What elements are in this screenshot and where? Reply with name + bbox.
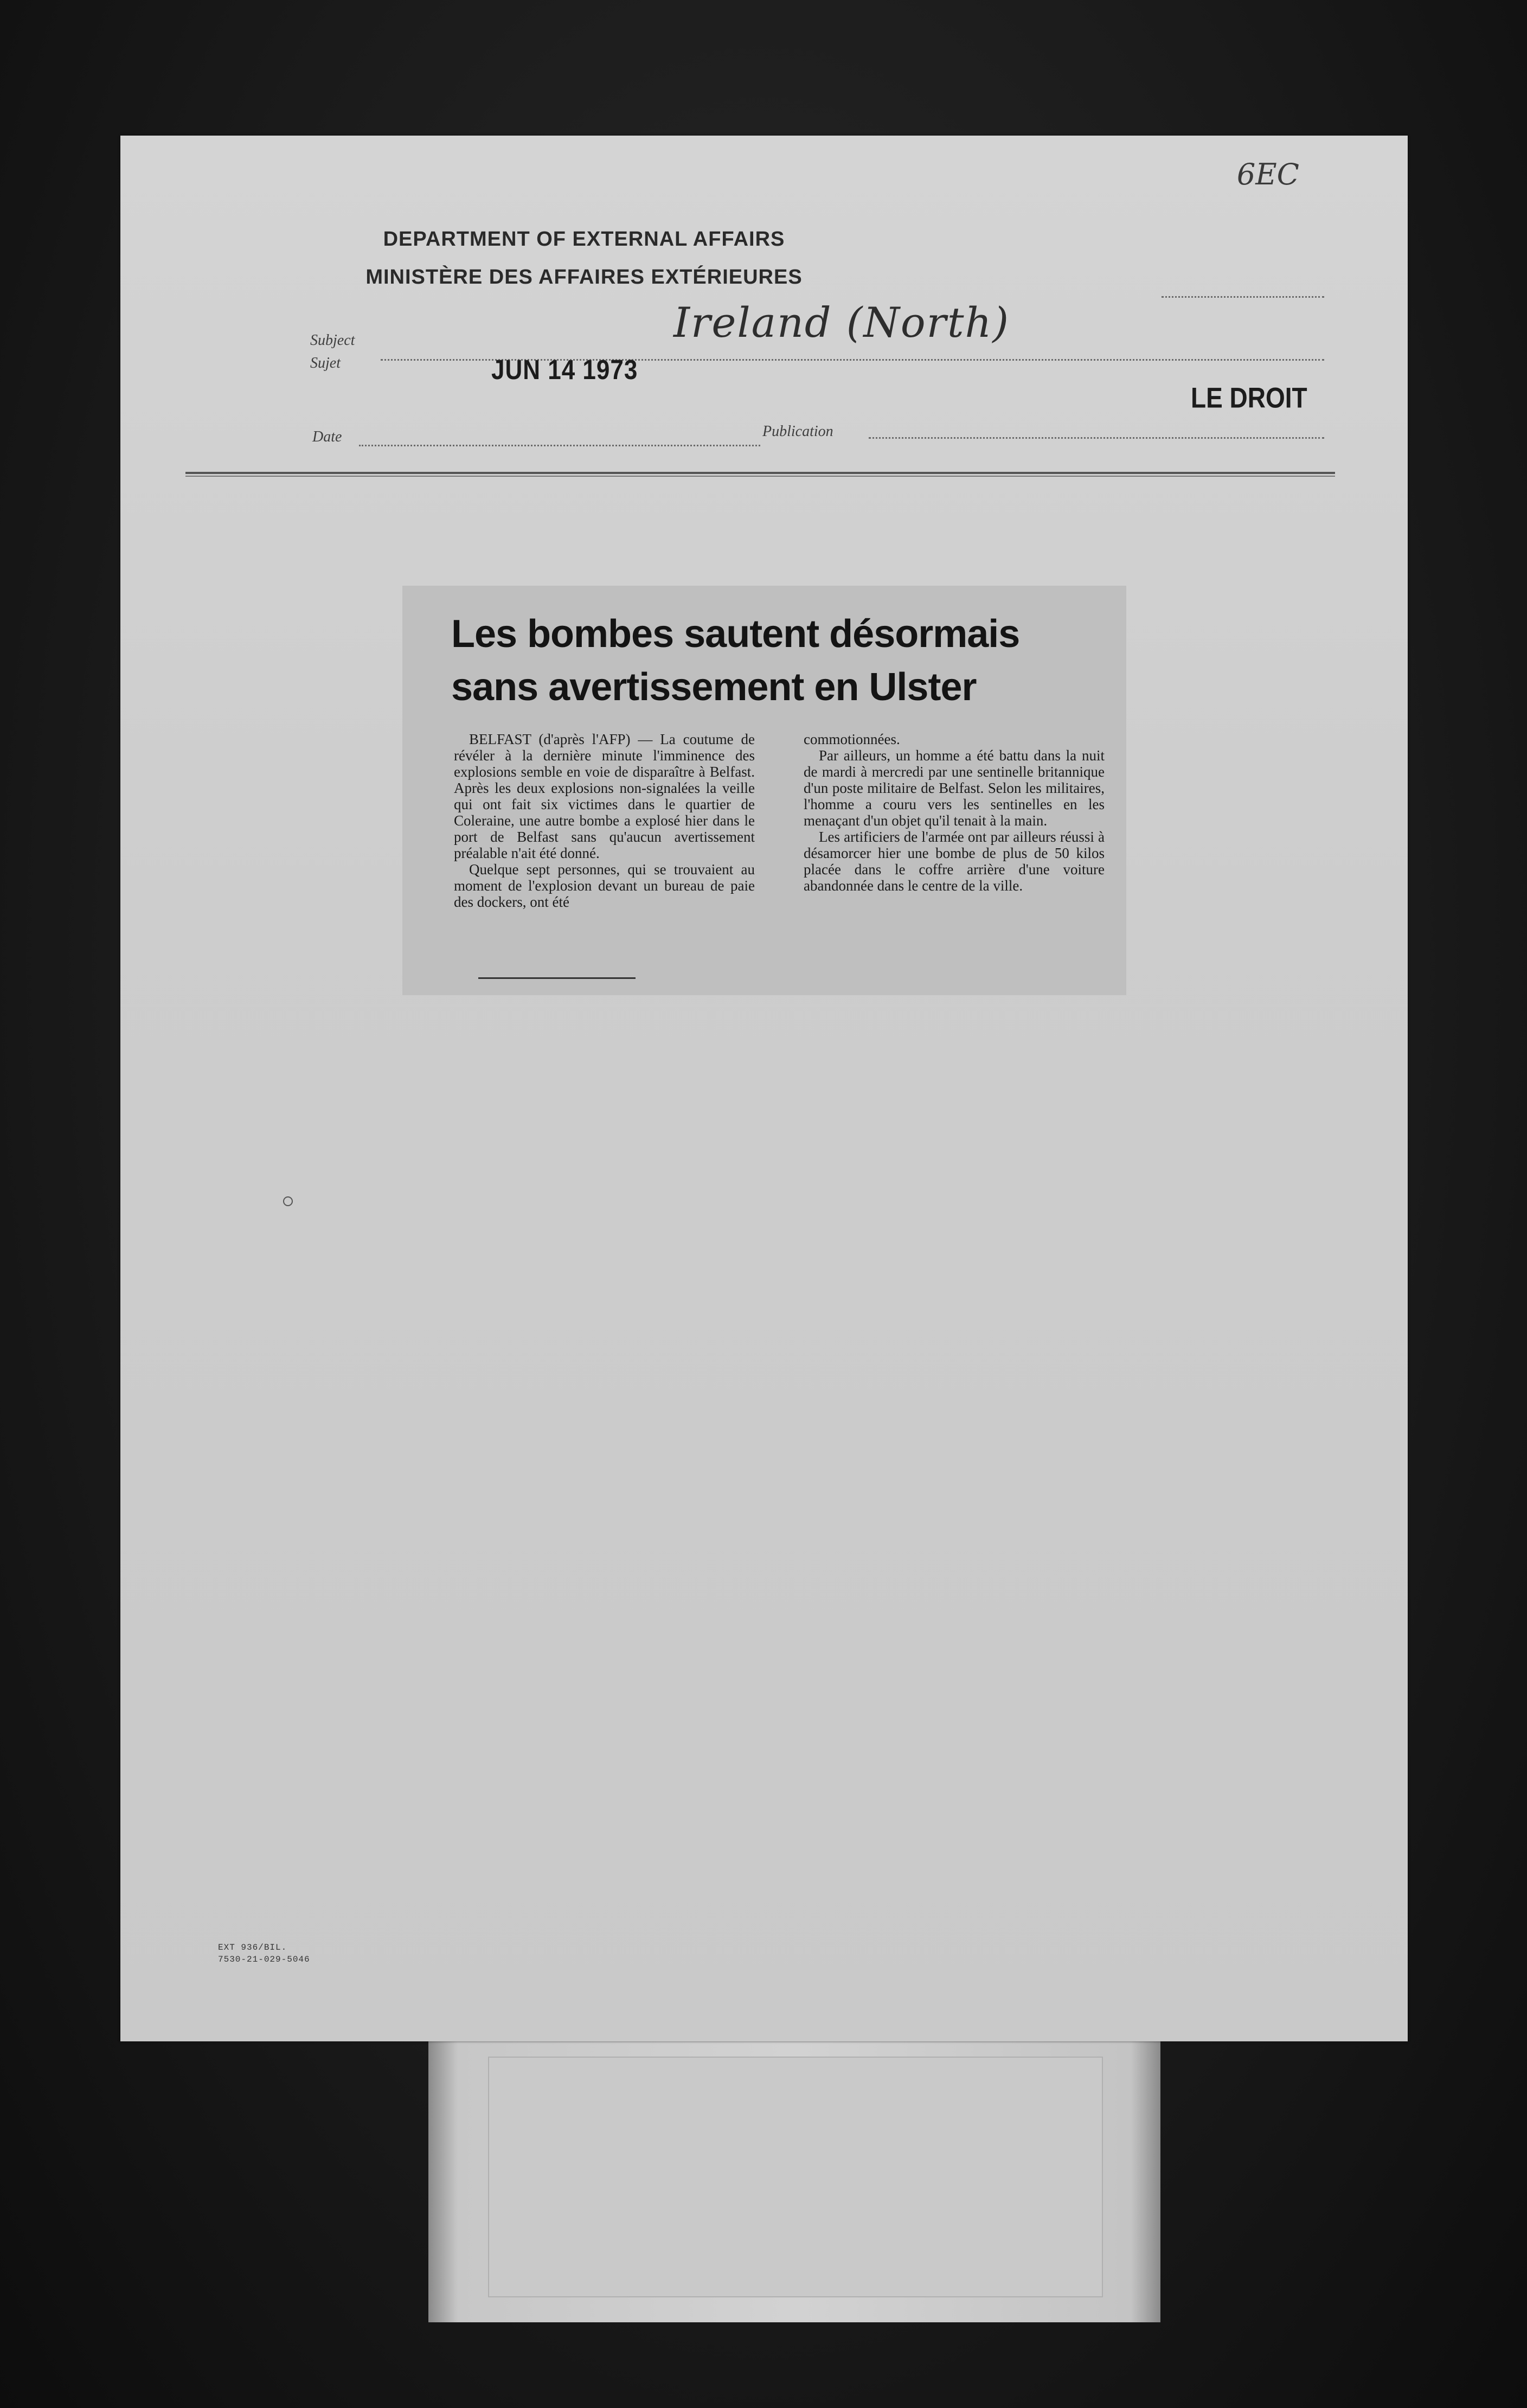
date-label: Date xyxy=(312,428,342,445)
top-right-dotted-line xyxy=(1162,296,1324,298)
publication-label: Publication xyxy=(762,423,833,440)
date-stamp: JUN 14 1973 xyxy=(491,355,638,386)
date-dotted-line xyxy=(359,445,760,446)
publication-dotted-line xyxy=(869,437,1324,439)
subject-value: Ireland (North) xyxy=(673,298,1010,347)
backing-card xyxy=(428,2035,1160,2322)
reference-code: 6EC xyxy=(1236,157,1299,191)
backing-card-panel xyxy=(488,2057,1103,2297)
paper-speck xyxy=(283,1196,293,1206)
form-line-2: 7530-21-029-5046 xyxy=(218,1955,310,1964)
article-column-1 xyxy=(454,731,755,910)
newspaper-clipping xyxy=(402,586,1126,995)
subject-label: Subject xyxy=(310,332,355,349)
headline-line-2: sans avertissement en Ulster xyxy=(451,665,977,709)
department-title-fr: MINISTÈRE DES AFFAIRES EXTÉRIEURES xyxy=(365,266,803,289)
form-line-1: EXT 936/BIL. xyxy=(218,1943,287,1952)
article-paragraph: Les artificiers de l'armée ont par ailleurs réussi à désamorcer hier une bombe de plus de 50 kilos placée dans le coffre arrière d'une voiture abandonnée dans le centre de la ville. xyxy=(804,829,1105,894)
header-divider xyxy=(185,472,1335,477)
sujet-label: Sujet xyxy=(310,355,341,372)
publication-value: LE DROIT xyxy=(1191,381,1307,414)
article-paragraph: Quelque sept personnes, qui se trouvaient au moment de l'explosion devant un bureau de paie des dockers, ont été xyxy=(454,861,755,910)
department-title-en: DEPARTMENT OF EXTERNAL AFFAIRS xyxy=(383,228,785,251)
form-number xyxy=(218,1942,310,1965)
article-paragraph: Par ailleurs, un homme a été battu dans la nuit de mardi à mercredi par une sentinelle britannique d'un poste militaire de Belfast. Selon les militaires, l'homme a couru vers les sentinelles en les menaçant d'un objet qu'il tenait à la main. xyxy=(804,747,1105,829)
article-headline xyxy=(451,607,1113,714)
article-column-2 xyxy=(804,731,1105,894)
column-end-rule xyxy=(478,977,636,979)
article-paragraph: BELFAST (d'après l'AFP) — La coutume de révéler à la dernière minute l'imminence des explosions semble en voie de disparaître à Belfast. Après les deux explosions non-signalées la veille qui ont fait six victimes dans le quartier de Coleraine, une autre bombe a explosé hier dans le port de Belfast sans qu'aucun avertissement préalable n'ait été donné. xyxy=(454,731,755,861)
clipping-form-sheet xyxy=(120,136,1408,2041)
article-paragraph: commotionnées. xyxy=(804,731,900,747)
headline-line-1: Les bombes sautent désormais xyxy=(451,612,1020,656)
